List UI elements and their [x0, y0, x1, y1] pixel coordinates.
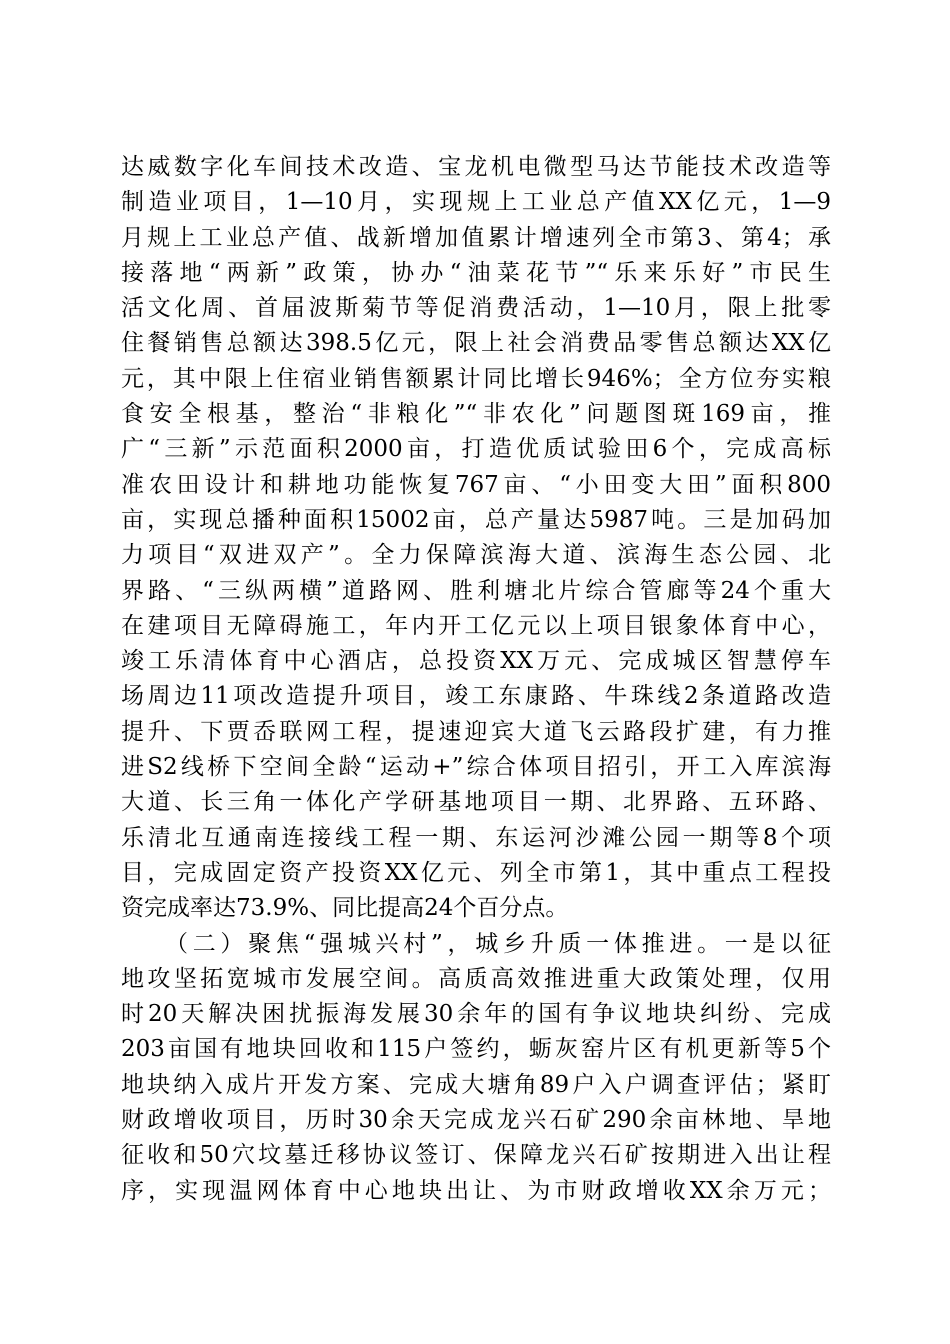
text-line: 目，完成固定资产投资XX亿元、列全市第1，其中重点工程投: [121, 859, 831, 886]
text-line: 203亩国有地块回收和115户签约，蛎灰窑片区有机更新等5个: [121, 1036, 831, 1063]
text-line: 月规上工业总产值、战新增加值累计增速列全市第3、第4；承: [121, 224, 831, 251]
body-text: [121, 150, 831, 1209]
text-line: 广“三新”示范面积2000亩，打造优质试验田6个，完成高标: [121, 436, 831, 463]
text-line: 大道、长三角一体化产学研基地项目一期、北界路、五环路、: [121, 789, 831, 816]
text-line: 制造业项目，1—10月，实现规上工业总产值XX亿元，1—9: [121, 189, 831, 216]
text-line: 进S2线桥下空间全龄“运动+”综合体项目招引，开工入库滨海: [121, 754, 831, 781]
text-line: 食安全根基，整治“非粮化”“非农化”问题图斑169亩，推: [121, 401, 831, 428]
paragraph-1: [121, 150, 831, 927]
text-line: 达威数字化车间技术改造、宝龙机电微型马达节能技术改造等: [121, 154, 831, 180]
text-line: 亩，实现总播种面积15002亩，总产量达5987吨。三是加码加: [121, 506, 831, 533]
text-line: 元，其中限上住宿业销售额累计同比增长946%；全方位夯实粮: [121, 365, 831, 392]
text-line: 地攻坚拓宽城市发展空间。高质高效推进重大政策处理，仅用: [121, 965, 831, 992]
text-line: 乐清北互通南连接线工程一期、东运河沙滩公园一期等8个项: [121, 824, 831, 851]
text-line: 接落地“两新”政策，协办“油菜花节”“乐来乐好”市民生: [121, 259, 831, 286]
text-line: 财政增收项目，历时30余天完成龙兴石矿290余亩林地、旱地: [121, 1107, 831, 1134]
text-line: 界路、“三纵两横”道路网、胜利塘北片综合管廊等24个重大: [121, 577, 831, 604]
text-line: 场周边11项改造提升项目，竣工东康路、牛珠线2条道路改造: [121, 683, 831, 710]
text-line: 提升、下贾岙联网工程，提速迎宾大道飞云路段扩建，有力推: [121, 718, 831, 745]
text-line: 征收和50穴坟墓迁移协议签订、保障龙兴石矿按期进入出让程: [121, 1142, 831, 1169]
paragraph-2: [121, 927, 831, 1209]
text-line: 地块纳入成片开发方案、完成大塘角89户入户调查评估；紧盯: [121, 1071, 831, 1098]
text-line: 住餐销售总额达398.5亿元，限上社会消费品零售总额达XX亿: [121, 330, 831, 357]
text-line: 力项目“双进双产”。全力保障滨海大道、滨海生态公园、北: [121, 542, 831, 569]
text-line: 活文化周、首届波斯菊节等促消费活动，1—10月，限上批零: [121, 295, 831, 322]
text-line: 资完成率达73.9%、同比提高24个百分点。: [121, 895, 569, 922]
text-line: 竣工乐清体育中心酒店，总投资XX万元、完成城区智慧停车: [121, 648, 831, 675]
text-line: 准农田设计和耕地功能恢复767亩、“小田变大田”面积800: [121, 471, 831, 498]
text-line: 序，实现温网体育中心地块出让、为市财政增收XX余万元；: [121, 1177, 831, 1204]
text-line: 在建项目无障碍施工，年内开工亿元以上项目银象体育中心，: [121, 612, 831, 639]
text-line: （二）聚焦“强城兴村”，城乡升质一体推进。一是以征: [121, 930, 831, 957]
text-line: 时20天解决困扰振海发展30余年的国有争议地块纠纷、完成: [121, 1001, 831, 1028]
